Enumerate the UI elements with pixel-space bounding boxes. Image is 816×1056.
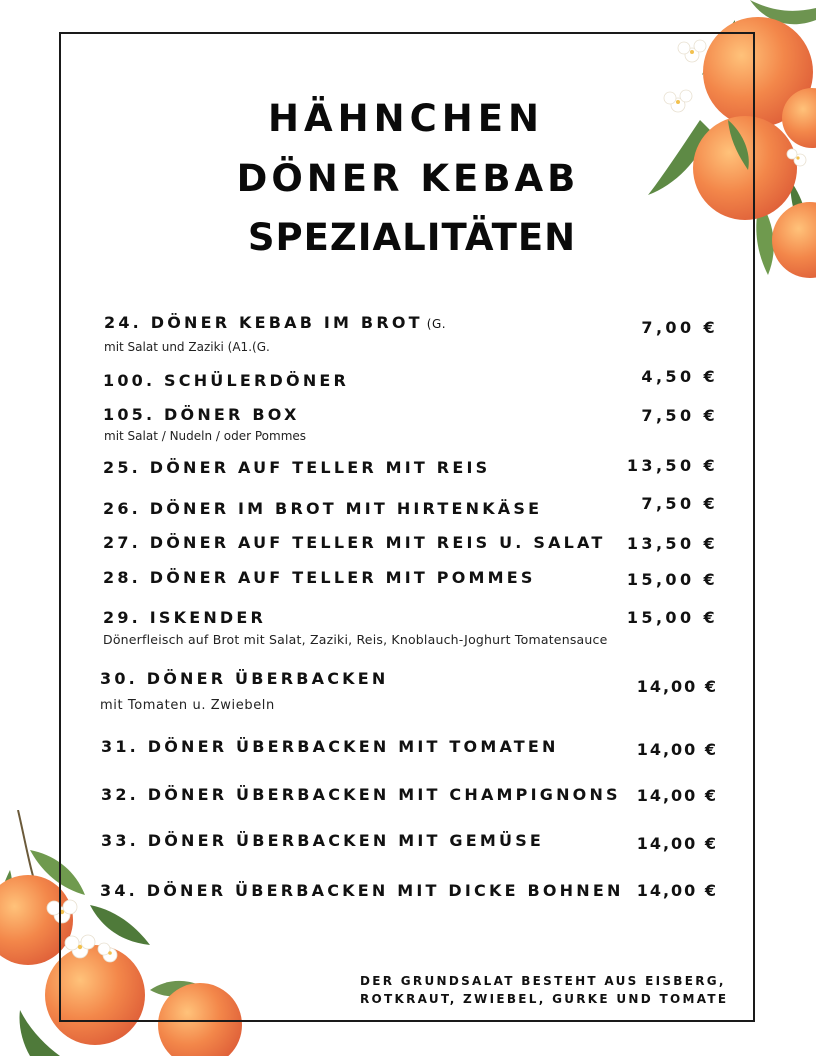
menu-item-price: 15,00 € xyxy=(626,608,718,627)
menu-item-price: 7,00 € xyxy=(641,318,718,337)
menu-item-price: 14,00 € xyxy=(636,677,718,696)
footnote-line-1: DER GRUNDSALAT BESTEHT AUS EISBERG, xyxy=(360,974,726,988)
allergen-note: (G. xyxy=(426,317,447,331)
menu-title-line-3: SPEZIALITÄTEN xyxy=(247,216,577,259)
menu-title-line-1: HÄHNCHEN xyxy=(268,97,544,140)
menu-title-line-2: DÖNER KEBAB xyxy=(236,157,580,200)
footnote-line-2: ROTKRAUT, ZWIEBEL, GURKE UND TOMATE xyxy=(360,992,729,1006)
menu-item-name: 34. DÖNER ÜBERBACKEN MIT DICKE BOHNEN xyxy=(100,881,624,900)
menu-item-description: Dönerfleisch auf Brot mit Salat, Zaziki, Reis, Knoblauch-Joghurt Tomatensauce xyxy=(103,632,608,647)
menu-item-price: 14,00 € xyxy=(636,834,718,853)
menu-item-price: 7,50 € xyxy=(641,406,718,425)
menu-item-name: 25. DÖNER AUF TELLER MIT REIS xyxy=(103,458,491,477)
menu-item-name: 105. DÖNER BOX xyxy=(103,405,300,424)
menu-item-name: 100. SCHÜLERDÖNER xyxy=(103,371,350,390)
menu-item-description: mit Salat / Nudeln / oder Pommes xyxy=(104,429,307,443)
menu-item-price: 14,00 € xyxy=(636,740,718,759)
menu-item-price: 15,00 € xyxy=(626,570,718,589)
menu-item-name: 26. DÖNER IM BROT MIT HIRTENKÄSE xyxy=(103,499,543,518)
menu-item-title: 24. DÖNER KEBAB IM BROT xyxy=(104,313,423,332)
menu-item-price: 14,00 € xyxy=(636,786,718,805)
menu-item-name: 31. DÖNER ÜBERBACKEN MIT TOMATEN xyxy=(101,737,559,756)
salad-footnote xyxy=(360,972,728,1008)
menu-item-description: mit Salat und Zaziki (A1.(G. xyxy=(104,340,270,354)
menu-item-name: 27. DÖNER AUF TELLER MIT REIS U. SALAT xyxy=(103,533,606,552)
menu-item-name: 28. DÖNER AUF TELLER MIT POMMES xyxy=(103,568,536,587)
menu-item-price: 4,50 € xyxy=(641,367,718,386)
menu-item-price: 13,50 € xyxy=(626,456,718,475)
menu-item-price: 13,50 € xyxy=(626,534,718,553)
menu-item-name: 32. DÖNER ÜBERBACKEN MIT CHAMPIGNONS xyxy=(101,785,621,804)
menu-item-name: 33. DÖNER ÜBERBACKEN MIT GEMÜSE xyxy=(101,831,545,850)
menu-item-name: 30. DÖNER ÜBERBACKEN xyxy=(100,669,389,688)
menu-item-price: 7,50 € xyxy=(641,494,718,513)
menu-item-name: 29. ISKENDER xyxy=(103,608,267,627)
menu-item-description: mit Tomaten u. Zwiebeln xyxy=(100,698,275,713)
menu-item-name xyxy=(104,315,446,331)
menu-item-price: 14,00 € xyxy=(636,881,718,900)
